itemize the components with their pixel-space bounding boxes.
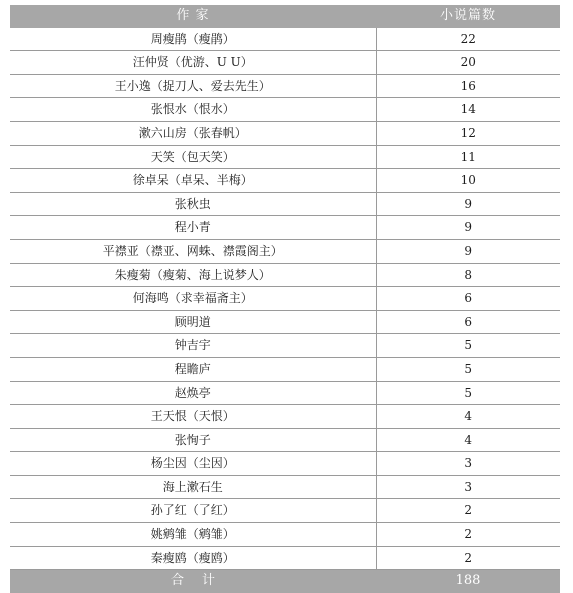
table-header: [10, 5, 560, 28]
count-cell: 9: [376, 239, 560, 263]
header-count: 小说篇数: [376, 5, 560, 28]
table-row: [10, 405, 560, 429]
total-label: 合计: [10, 570, 376, 593]
count-cell: 5: [376, 381, 560, 405]
table-row: [10, 216, 560, 240]
count-cell: 20: [376, 51, 560, 75]
count-cell: 22: [376, 28, 560, 51]
table-row: [10, 239, 560, 263]
author-cell: 平襟亚（襟亚、网蛛、襟霞阁主）: [10, 239, 376, 263]
count-cell: 8: [376, 263, 560, 287]
table-row: [10, 334, 560, 358]
table-row: [10, 523, 560, 547]
count-cell: 2: [376, 523, 560, 547]
author-cell: 张恨水（恨水）: [10, 98, 376, 122]
table-row: [10, 169, 560, 193]
count-cell: 9: [376, 216, 560, 240]
count-cell: 10: [376, 169, 560, 193]
table-body: [10, 28, 560, 570]
author-cell: 王小逸（捉刀人、爱去先生）: [10, 74, 376, 98]
table-row: [10, 287, 560, 311]
table-row: [10, 499, 560, 523]
table-row: [10, 452, 560, 476]
count-cell: 2: [376, 499, 560, 523]
table-footer: [10, 570, 560, 593]
table-row: [10, 51, 560, 75]
table-row: [10, 428, 560, 452]
author-cell: 赵焕亭: [10, 381, 376, 405]
author-cell: 张恂子: [10, 428, 376, 452]
author-cell: 张秋虫: [10, 192, 376, 216]
table-row: [10, 263, 560, 287]
table-row: [10, 357, 560, 381]
count-cell: 4: [376, 428, 560, 452]
count-cell: 3: [376, 475, 560, 499]
count-cell: 6: [376, 287, 560, 311]
author-cell: 周瘦鹃（瘦鹃）: [10, 28, 376, 51]
table-row: [10, 475, 560, 499]
count-cell: 4: [376, 405, 560, 429]
author-cell: 何海鸣（求幸福斋主）: [10, 287, 376, 311]
table-row: [10, 310, 560, 334]
count-cell: 3: [376, 452, 560, 476]
author-cell: 孙了红（了红）: [10, 499, 376, 523]
author-cell: 朱瘦菊（瘦菊、海上说梦人）: [10, 263, 376, 287]
table-row: [10, 74, 560, 98]
count-cell: 11: [376, 145, 560, 169]
total-row: [10, 570, 560, 593]
count-cell: 14: [376, 98, 560, 122]
author-cell: 钟吉宇: [10, 334, 376, 358]
header-row: [10, 5, 560, 28]
author-cell: 天笑（包天笑）: [10, 145, 376, 169]
count-cell: 12: [376, 121, 560, 145]
count-cell: 5: [376, 357, 560, 381]
table-row: [10, 546, 560, 570]
author-cell: 程瞻庐: [10, 357, 376, 381]
total-value: 188: [376, 570, 560, 593]
count-cell: 16: [376, 74, 560, 98]
author-cell: 汪仲贤（优游、U U）: [10, 51, 376, 75]
author-cell: 杨尘因（尘因）: [10, 452, 376, 476]
count-cell: 6: [376, 310, 560, 334]
author-cell: 王天恨（天恨）: [10, 405, 376, 429]
author-cell: 海上漱石生: [10, 475, 376, 499]
table-row: [10, 121, 560, 145]
author-cell: 徐卓呆（卓呆、半梅）: [10, 169, 376, 193]
author-cell: 秦瘦鸥（瘦鸥）: [10, 546, 376, 570]
author-cell: 顾明道: [10, 310, 376, 334]
count-cell: 5: [376, 334, 560, 358]
author-count-table: [10, 5, 560, 593]
table-row: [10, 28, 560, 51]
table-row: [10, 192, 560, 216]
table-row: [10, 381, 560, 405]
count-cell: 9: [376, 192, 560, 216]
header-author: 作 家: [10, 5, 376, 28]
author-cell: 姚鹓雏（鹓雏）: [10, 523, 376, 547]
table-row: [10, 98, 560, 122]
count-cell: 2: [376, 546, 560, 570]
table-row: [10, 145, 560, 169]
author-cell: 程小青: [10, 216, 376, 240]
author-cell: 漱六山房（张春帆）: [10, 121, 376, 145]
